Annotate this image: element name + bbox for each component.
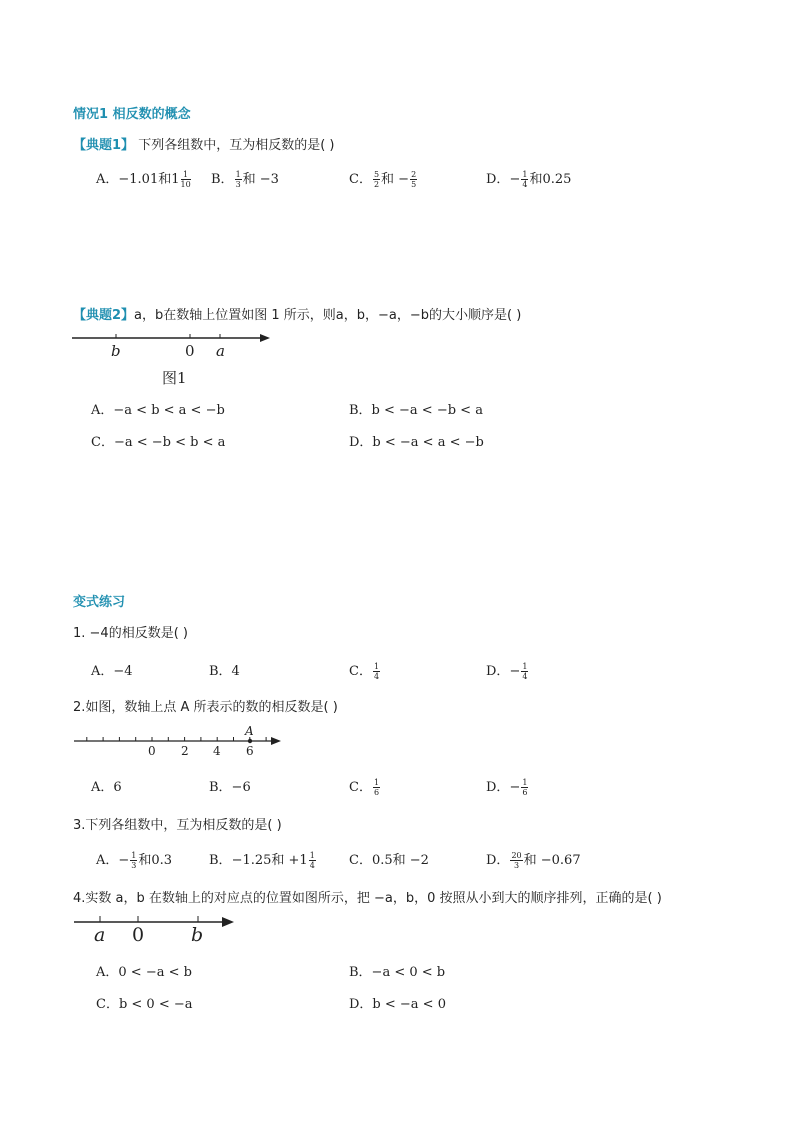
option-a: A．−a < b < a < −b [91, 403, 225, 418]
fraction: $\frac{20}{3}$ [511, 851, 522, 870]
option-a: A．0 < −a < b [96, 965, 192, 980]
fraction: $\frac{5}{2}$ [373, 170, 380, 189]
number-line-figure-2 [72, 722, 287, 758]
option-c: C． $\frac{1}{4}$ [349, 662, 380, 681]
option-text: 和 −3 [242, 172, 279, 187]
question-text: a，b在数轴上位置如图 1 所示，则a，b，−a，−b的大小顺序是( ) [134, 308, 522, 323]
number-line-figure-1 [70, 330, 280, 360]
option-text: − [509, 172, 521, 187]
figure-caption: 图1 [162, 369, 187, 387]
fraction: $\frac{1}{6}$ [522, 778, 528, 797]
question-3: 3.下列各组数中，互为相反数的是( ) [73, 818, 282, 833]
example-1-question [73, 134, 334, 153]
fraction: $\frac{2}{5}$ [411, 170, 417, 189]
option-a: A．−4 [91, 664, 133, 679]
question-text: 下列各组数中，互为相反数的是( ) [138, 138, 335, 153]
label-a: a [94, 924, 106, 946]
fraction: $\frac{1}{4}$ [373, 662, 380, 681]
label-0: 0 [185, 342, 195, 360]
option-d: D．b < −a < a < −b [349, 435, 484, 450]
option-a: A．− $\frac{1}{3}$ 和0.3 [96, 851, 173, 870]
option-d: D．b < −a < 0 [349, 997, 446, 1012]
tick-label-6: 6 [246, 744, 254, 758]
option-d: D．− $\frac{1}{4}$ [486, 662, 528, 681]
option-a: A．6 [91, 780, 122, 795]
option-c: C．0.5和 −2 [349, 853, 429, 868]
axis-arrow [271, 737, 281, 745]
option-b: B．−a < 0 < b [349, 965, 446, 980]
fraction: $\frac{1}{3}$ [131, 851, 137, 870]
option-text: −1.01和1 [118, 172, 180, 187]
section-title: 变式练习 [73, 595, 126, 610]
tick-label-4: 4 [213, 744, 221, 758]
option-text: 和 − [381, 172, 410, 187]
option-c [349, 168, 418, 189]
fraction: $\frac{1}{4}$ [522, 170, 528, 189]
fraction: $\frac{1}{3}$ [235, 170, 241, 189]
question-1: 1. −4的相反数是( ) [73, 626, 188, 641]
tick-label-0: 0 [148, 744, 156, 758]
fraction: $\frac{1}{6}$ [373, 778, 380, 797]
option-a [96, 168, 192, 189]
question-2: 2.如图，数轴上点 A 所表示的数的相反数是( ) [73, 700, 338, 715]
point-a-label: A [245, 724, 254, 738]
option-b: B．−6 [209, 780, 251, 795]
option-letter: D． [486, 172, 510, 187]
label-a: a [216, 342, 225, 360]
option-c: C．−a < −b < b < a [91, 435, 226, 450]
example-tag: 【典题1】 [73, 138, 135, 153]
label-b: b [191, 924, 204, 946]
axis-arrow [222, 917, 234, 927]
option-c: C． $\frac{1}{6}$ [349, 778, 380, 797]
fraction: $\frac{1}{4}$ [522, 662, 528, 681]
option-text: 和0.25 [529, 172, 572, 187]
option-b: B．4 [209, 664, 240, 679]
axis-arrow [260, 334, 270, 342]
tick-label-2: 2 [181, 744, 189, 758]
label-0: 0 [132, 924, 145, 946]
option-d: D． $\frac{20}{3}$ 和 −0.67 [486, 851, 581, 870]
question-4: 4.实数 a，b 在数轴上的对应点的位置如图所示，把 −a，b，0 按照从小到大的顺序排列，正确的是( ) [73, 891, 662, 906]
example-2-question [73, 304, 521, 323]
number-line-figure-3 [72, 912, 247, 946]
option-b: B．−1.25和 +1 $\frac{1}{4}$ [209, 851, 315, 870]
option-d [486, 168, 571, 189]
label-b: b [111, 342, 121, 360]
option-letter: B． [211, 172, 234, 187]
option-letter: A． [96, 172, 119, 187]
point-a [248, 739, 252, 743]
option-d: D．− $\frac{1}{6}$ [486, 778, 528, 797]
section-title: 情况1 相反数的概念 [73, 107, 191, 122]
option-b: B．b < −a < −b < a [349, 403, 483, 418]
option-c: C．b < 0 < −a [96, 997, 193, 1012]
fraction: $\frac{1}{10}$ [180, 170, 191, 189]
option-b [211, 168, 279, 189]
example-tag: 【典题2】 [73, 308, 135, 323]
option-letter: C． [349, 172, 372, 187]
fraction: $\frac{1}{4}$ [309, 851, 315, 870]
